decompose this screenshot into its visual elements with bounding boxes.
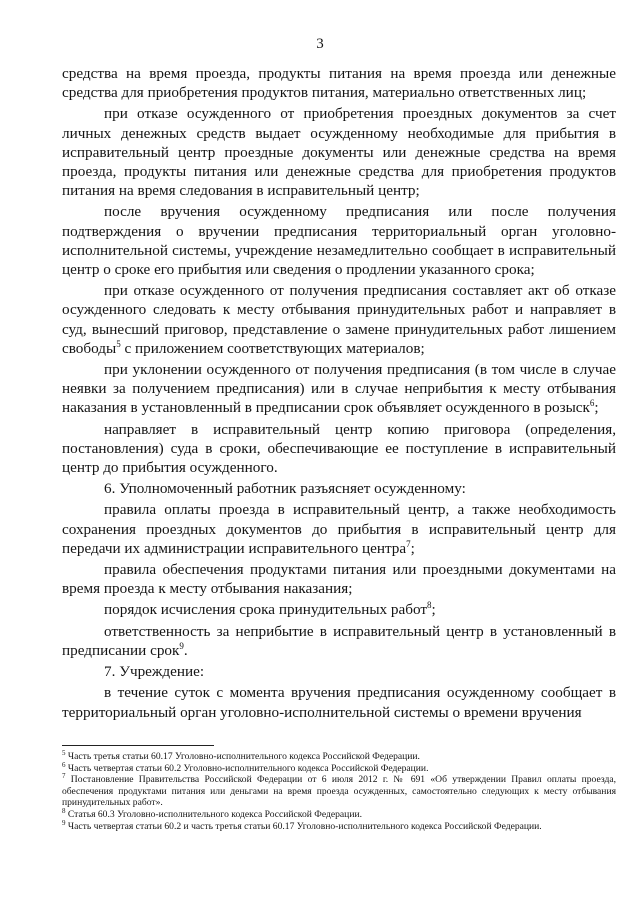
paragraph-text: при отказе осужденного от получения предписания составляет акт об отказе осужденного следовать к месту отбывания принудительных работ и направляет в суд, вынесший приговор, представление о замене принудительных работ лишением свободы [62,282,616,357]
paragraph [62,360,616,418]
paragraph [62,662,616,681]
paragraph [62,479,616,498]
footnote-ref: 6 [589,398,595,409]
footnote [62,760,616,775]
paragraph-text: . [183,641,188,659]
footnotes [62,748,616,832]
body-text [62,64,616,724]
paragraph [62,64,616,102]
footnote [62,818,616,833]
page-number: 3 [316,36,324,52]
paragraph-text: ответственность за неприбытие в исправительный центр в установленный в предписании срок [62,622,616,659]
footnote-text: Постановление Правительства Российской Федерации от 6 июля 2012 г. № 691 «Об утверждении Правил оплаты проезда, обеспечения продуктами питания или деньгами на время проезда осужденных, самостоятельно следующих к месту отбывания принудительных работ». [62,774,616,809]
footnote-text: Часть четвертая статьи 60.2 и часть третья статьи 60.17 Уголовно-исполнительного кодекса Российской Федерации. [67,820,542,832]
paragraph-text: ; [410,539,415,557]
paragraph-text: с приложением соответствующих материалов; [120,339,425,357]
paragraph-text: ; [431,601,436,619]
footnote [62,748,616,763]
section-heading: 7. Учреждение: [104,663,205,681]
paragraph-text: в течение суток с момента вручения предписания осужденному сообщает в территориальный орган уголовно-исполнительной системы о времени вручения [62,684,616,721]
paragraph [62,500,616,558]
paragraph-text: порядок исчисления срока принудительных работ [104,601,428,619]
paragraph [62,683,616,721]
paragraph [62,560,616,598]
paragraph [62,281,616,358]
paragraph-text: правила оплаты проезда в исправительный центр, а также необходимость сохранения проездных документов до прибытия в исправительный центр для передачи их администрации исправительного центра [62,501,616,557]
footnote-number: 7 [62,772,66,780]
paragraph-text: при отказе осужденного от приобретения проездных документов за счет личных денежных средств выдает осужденному необходимые для прибытия в исправительный центр проездные документы или денежные средства на время проезда, продукты питания или денежные средства для приобретения продуктов питания на время следования в исправительный центр; [62,105,616,200]
paragraph-text: при уклонении осужденного от получения предписания (в том числе в случае неявки за получением предписания) или в случае неприбытия к месту отбывания наказания в установленный в предписании срок объявляет осужденного в розыск [62,361,616,417]
paragraph-text: после вручения осужденному предписания или после получения подтверждения о вручении предписания территориальный орган уголовно-исполнительной системы, учреждение незамедлительно сообщает в исправительный центр о сроке его прибытия или сведения о продлении указанного срока; [62,203,616,279]
footnote-text: Статья 60.3 Уголовно-исполнительного кодекса Российской Федерации. [67,808,362,820]
paragraph [62,622,616,660]
footnote [62,806,616,821]
paragraph-text: направляет в исправительный центр копию приговора (определения, постановления) суда в сроки, обеспечивающие ее поступление в исправительный центр до прибытия осужденного. [62,420,616,477]
section-heading: 6. Уполномоченный работник разъясняет осужденному: [104,480,466,498]
footnote-number: 8 [62,806,66,815]
footnote-ref: 9 [179,640,184,651]
footnote-ref: 7 [406,538,411,549]
paragraph-text: ; [594,399,599,417]
footnote-number: 5 [62,748,66,757]
paragraph-text: правила обеспечения продуктами питания или проездными документами на время проезда к месту отбывания наказания; [62,561,616,598]
footnote-text: Часть третья статьи 60.17 Уголовно-исполнительного кодекса Российской Федерации. [67,751,420,762]
footnote-text: Часть четвертая статьи 60.2 Уголовно-исполнительного кодекса Российской Федерации. [67,762,429,774]
footnote-number: 9 [62,818,66,827]
footnote-divider [62,745,214,746]
paragraph-text: средства на время проезда, продукты питания на время проезда или денежные средства для приобретения продуктов питания, материально ответственных лиц; [62,65,616,102]
footnote-number: 6 [62,760,66,769]
paragraph [62,420,616,478]
footnote-ref: 5 [116,338,121,349]
footnote [62,774,616,809]
footnote-ref: 8 [427,600,432,611]
paragraph [62,202,616,279]
paragraph [62,600,616,619]
paragraph [62,104,616,200]
